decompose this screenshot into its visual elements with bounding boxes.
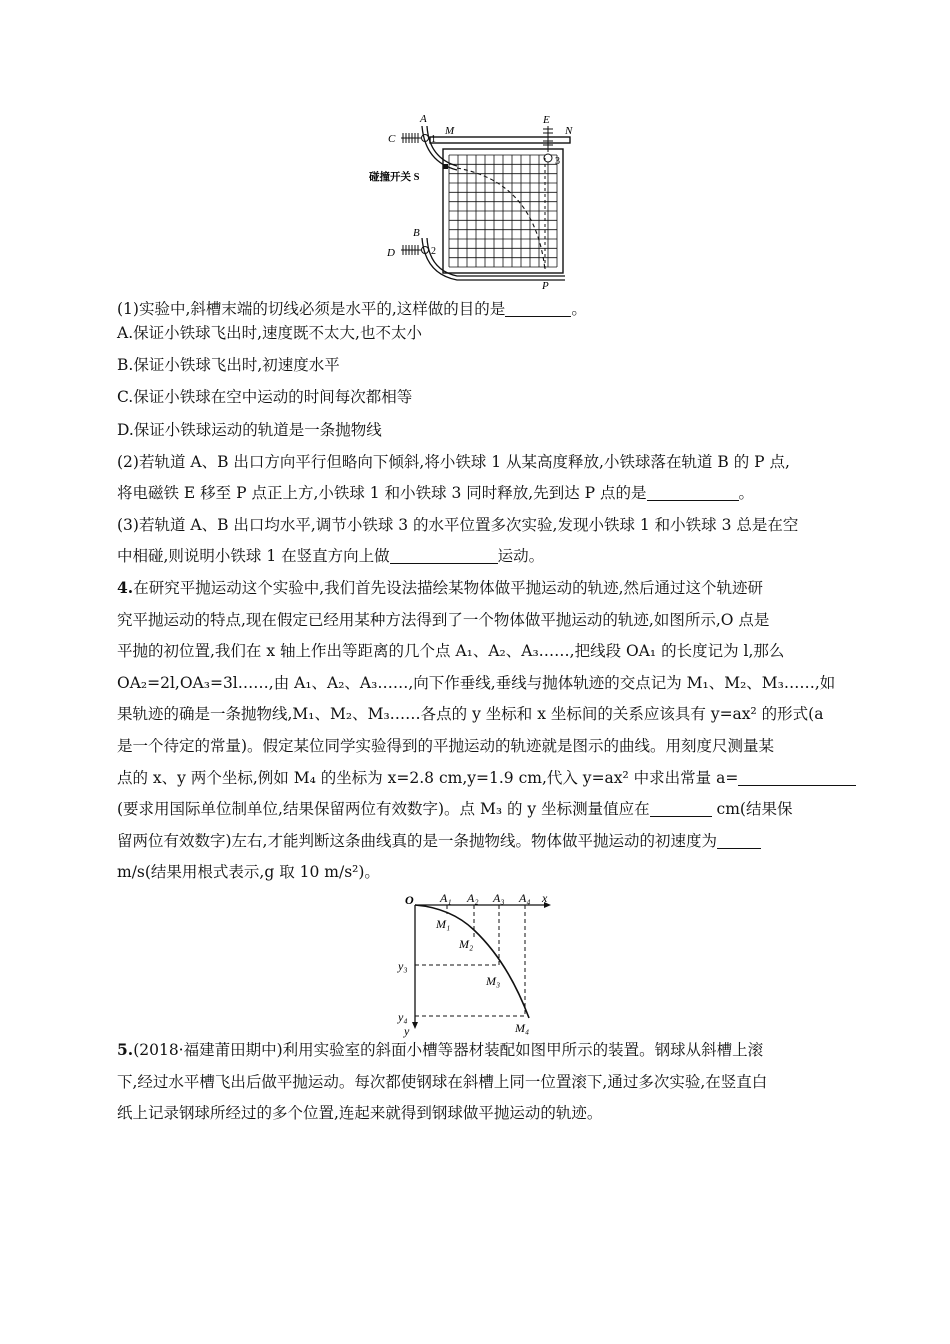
q3-option-b: B.保证小铁球飞出时,初速度水平	[117, 356, 340, 374]
answer-blank-6[interactable]	[717, 832, 761, 849]
answer-blank-3[interactable]	[390, 547, 498, 564]
label-y3: y₃	[398, 959, 408, 973]
label-M: M	[445, 125, 455, 137]
label-A: A	[420, 113, 427, 125]
label-M3: M₃	[486, 974, 501, 988]
q3-part3-line2: 中相碰,则说明小铁球 1 在竖直方向上做 运动。	[117, 547, 545, 565]
label-C: C	[388, 133, 396, 145]
q4-line6: 是一个待定的常量)。假定某位同学实验得到的平抛运动的轨迹就是图示的曲线。用刻度尺测量某	[117, 737, 775, 755]
q3-option-a: A.保证小铁球飞出时,速度既不太大,也不太小	[117, 324, 422, 342]
q3-part1: (1)实验中,斜槽末端的切线必须是水平的,这样做的目的是 。	[117, 300, 587, 318]
q5-line3: 纸上记录钢球所经过的多个位置,连起来就得到钢球做平抛运动的轨迹。	[117, 1104, 603, 1122]
q4-line5: 果轨迹的确是一条抛物线,M₁、M₂、M₃……各点的 y 坐标和 x 坐标间的关系应该具有 y=ax² 的形式(a	[117, 705, 824, 723]
q3-part3-line1: (3)若轨道 A、B 出口均水平,调节小铁球 3 的水平位置多次实验,发现小铁球 1 和小铁球 3 总是在空	[117, 516, 799, 534]
q4-line9: 留两位有效数字)左右,才能判断这条曲线真的是一条抛物线。物体做平抛运动的初速度为	[117, 830, 833, 852]
answer-blank-1[interactable]	[505, 300, 571, 317]
label-A4: A₄	[519, 891, 531, 905]
label-B: B	[413, 227, 420, 239]
q4-line2: 究平抛运动的特点,现在假定已经用某种方法得到了一个物体做平抛运动的轨迹,如图所示,O 点是	[117, 611, 770, 629]
label-y4: y₄	[398, 1010, 408, 1024]
q4-line3: 平抛的初位置,我们在 x 轴上作出等距离的几个点 A₁、A₂、A₃……,把线段 OA₁ 的长度记为 l,那么	[117, 642, 785, 660]
label-E: E	[543, 114, 550, 126]
q3-option-d: D.保证小铁球运动的轨道是一条抛物线	[117, 421, 382, 439]
q4-line1: 4.在研究平抛运动这个实验中,我们首先设法描绘某物体做平抛运动的轨迹,然后通过这个轨迹研	[117, 578, 764, 597]
q4-line4: OA₂=2l,OA₃=3l……,由 A₁、A₂、A₃……,向下作垂线,垂线与抛体轨迹的交点记为 M₁、M₂、M₃……,如	[117, 674, 836, 692]
label-A1: A₁	[440, 891, 452, 905]
q4-line7: 点的 x、y 两个坐标,例如 M₄ 的坐标为 x=2.8 cm,y=1.9 cm,代入 y=ax² 中求出常量 a=	[117, 767, 833, 789]
q3-part2-line1: (2)若轨道 A、B 出口方向平行但略向下倾斜,将小铁球 1 从某高度释放,小铁球落在轨道 B 的 P 点,	[117, 453, 790, 471]
label-N: N	[565, 125, 573, 137]
label-D: D	[387, 247, 395, 259]
label-O: O	[405, 893, 414, 907]
label-P: P	[542, 280, 549, 292]
apparatus-figure	[369, 112, 580, 292]
label-2: 2	[431, 246, 436, 257]
label-A2: A₂	[467, 891, 479, 905]
label-M4: M₄	[515, 1021, 530, 1035]
q4-line10: m/s(结果用根式表示,g 取 10 m/s²)。	[117, 863, 380, 881]
label-switch: 碰撞开关 S	[369, 172, 420, 183]
q3-part2-line2: 将电磁铁 E 移至 P 点正上方,小铁球 1 和小铁球 3 同时释放,先到达 P 点的是 。	[117, 484, 755, 502]
label-y: y	[404, 1024, 410, 1038]
label-M2: M₂	[459, 937, 474, 951]
label-A3: A₃	[493, 891, 505, 905]
q3-option-c: C.保证小铁球在空中运动的时间每次都相等	[117, 388, 413, 406]
label-3: 3	[555, 156, 560, 167]
parabola-figure	[396, 890, 566, 1036]
q5-line1: 5.(2018·福建莆田期中)利用实验室的斜面小槽等器材装配如图甲所示的装置。钢球从斜槽上滚	[117, 1040, 764, 1059]
answer-blank-4[interactable]	[738, 769, 856, 786]
answer-blank-5[interactable]	[650, 800, 712, 817]
label-1: 1	[431, 134, 436, 145]
q4-line8: (要求用国际单位制单位,结果保留两位有效数字)。点 M₃ 的 y 坐标测量值应在 cm(结果保	[117, 800, 793, 818]
label-x: x	[542, 891, 548, 905]
label-M1: M₁	[436, 917, 451, 931]
answer-blank-2[interactable]	[647, 484, 739, 501]
q5-line2: 下,经过水平槽飞出后做平抛运动。每次都使钢球在斜槽上同一位置滚下,通过多次实验,在竖直白	[117, 1073, 768, 1091]
